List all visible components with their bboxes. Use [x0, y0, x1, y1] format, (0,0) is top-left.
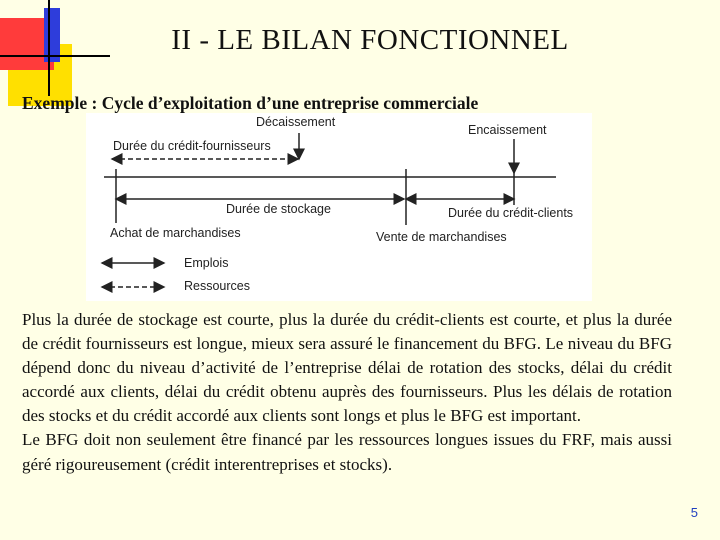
label-encaissement: Encaissement — [468, 123, 547, 137]
label-decaissement: Décaissement — [256, 115, 336, 129]
legend-ressources-label: Ressources — [184, 279, 250, 293]
cycle-diagram — [86, 113, 592, 301]
label-vente-marchandises: Vente de marchandises — [376, 230, 507, 244]
label-achat-marchandises: Achat de marchandises — [110, 226, 241, 240]
label-duree-credit-fournisseurs: Durée du crédit-fournisseurs — [113, 139, 271, 153]
slide-subtitle: Exemple : Cycle d’exploitation d’une entreprise commerciale — [22, 93, 479, 113]
body-text — [22, 308, 672, 477]
paragraph-1: Plus la durée de stockage est courte, plus la durée du crédit-clients est courte, et plus la durée de crédit fournisseurs est longue, mieux sera assuré le financement du BFG. Le niveau du BFG dépend donc du niveau d’activité de l’entreprise délai de rotation des stocks, délai du crédit accordé aux clients, délai du crédit obtenu auprès des fournisseurs. Plus les délais de rotation des stocks et du crédit accordé aux clients sont longs et plus le BFG est important. — [22, 310, 672, 426]
legend-emplois-label: Emplois — [184, 256, 229, 270]
label-duree-credit-clients: Durée du crédit-clients — [448, 206, 574, 220]
page-number: 5 — [690, 505, 698, 520]
paragraph-2: Le BFG doit non seulement être financé par les ressources longues issues du FRF, mais aussi géré rigoureusement (crédit interentreprises et stocks). — [22, 430, 672, 474]
cycle-diagram-svg — [86, 113, 592, 301]
label-duree-stockage: Durée de stockage — [226, 202, 331, 216]
slide-title: II - LE BILAN FONCTIONNEL — [171, 24, 569, 56]
